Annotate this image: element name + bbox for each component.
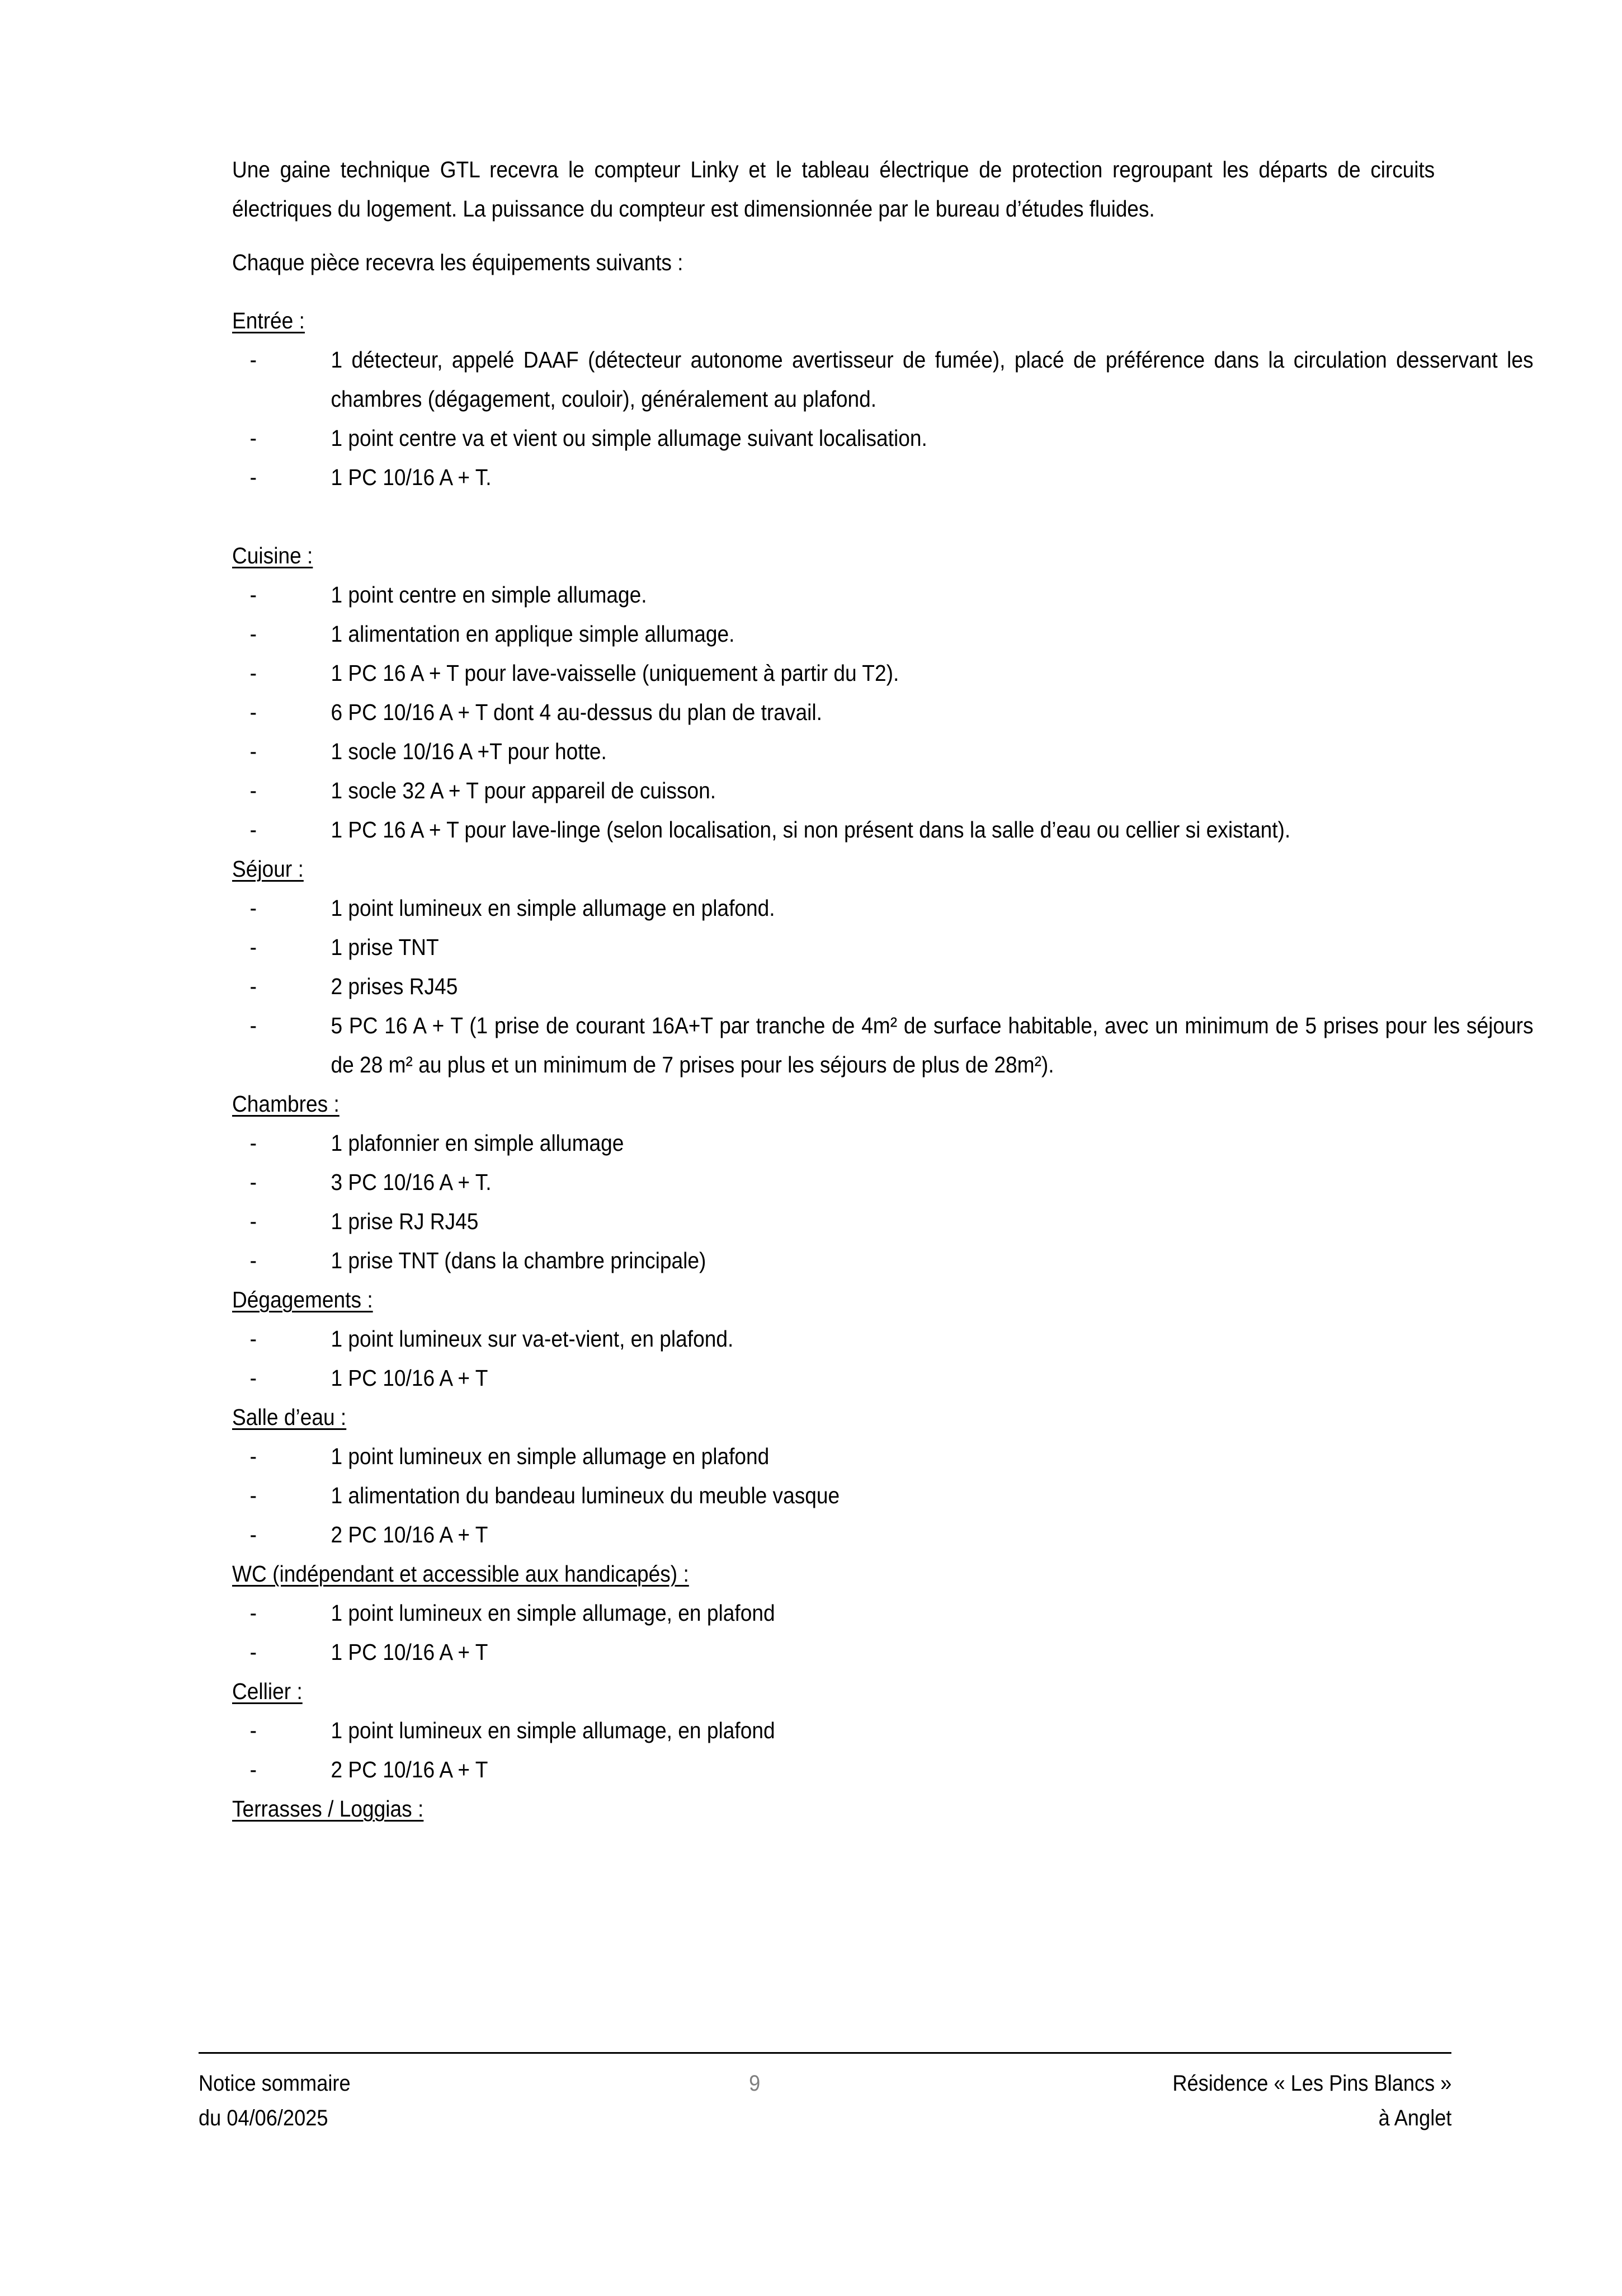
- list-item: - 1 prise RJ RJ45: [232, 1202, 1534, 1241]
- section-heading-terrasses-loggias: [232, 1789, 1435, 1828]
- list-item: - 1 point lumineux en simple allumage, en plafond: [232, 1593, 1534, 1632]
- section-heading-cellier: [232, 1672, 1435, 1711]
- section-heading-degagements: [232, 1280, 1435, 1319]
- list-item: - 1 point centre en simple allumage.: [232, 575, 1534, 614]
- footer-right-line2: à Anglet: [1378, 2106, 1451, 2130]
- footer-left: [199, 2066, 351, 2135]
- section-heading-sejour-label: Séjour :: [232, 856, 304, 882]
- list-item: - 1 prise TNT (dans la chambre principale): [232, 1241, 1534, 1280]
- section-heading-degagements-label: Dégagements :: [232, 1287, 373, 1312]
- section-list-sejour: [232, 888, 1534, 1084]
- section-list-entree: [232, 340, 1534, 497]
- section-heading-cuisine: [232, 536, 1435, 575]
- intro-paragraph: Une gaine technique GTL recevra le compteur Linky et le tableau électrique de protection regroupant les départs de circuits électriques du logement. La puissance du compteur est dimensionnée par le bureau d’études fluides.: [232, 157, 1435, 222]
- section-list-degagements: [232, 1319, 1435, 1398]
- list-item: - 1 point lumineux en simple allumage, en plafond: [232, 1711, 1534, 1750]
- blank-line: [232, 497, 1435, 536]
- section-list-salle-deau: [232, 1437, 1435, 1554]
- section-heading-entree: [232, 301, 1435, 340]
- list-item: - 3 PC 10/16 A + T.: [232, 1163, 1534, 1202]
- list-item: - 1 PC 10/16 A + T: [232, 1358, 1534, 1398]
- list-item: - 1 PC 10/16 A + T: [232, 1632, 1534, 1672]
- section-heading-wc: [232, 1554, 1435, 1593]
- list-item: - 1 PC 16 A + T pour lave-linge (selon localisation, si non présent dans la salle d’eau ou cellier si existant).: [232, 810, 1534, 849]
- list-item: - 1 socle 10/16 A +T pour hotte.: [232, 732, 1534, 771]
- document-body: [232, 150, 1534, 1828]
- footer-left-line1: Notice sommaire: [199, 2071, 351, 2096]
- footer-right: [1172, 2066, 1451, 2135]
- section-heading-cellier-label: Cellier :: [232, 1678, 303, 1704]
- section-heading-salle-deau: [232, 1398, 1435, 1437]
- list-item: - 1 point lumineux en simple allumage en plafond.: [232, 888, 1534, 928]
- list-item: - 2 prises RJ45: [232, 967, 1534, 1006]
- list-item: - 1 point lumineux sur va-et-vient, en plafond.: [232, 1319, 1534, 1358]
- list-item: - 1 détecteur, appelé DAAF (détecteur autonome avertisseur de fumée), placé de préférence dans la circulation desservant les chambres (dégagement, couloir), généralement au plafond.: [232, 340, 1534, 418]
- list-item: - 1 PC 16 A + T pour lave-vaisselle (uniquement à partir du T2).: [232, 653, 1534, 693]
- section-heading-chambres: [232, 1084, 1435, 1123]
- footer-right-line1: Résidence « Les Pins Blancs »: [1172, 2071, 1451, 2096]
- footer-left-line2: du 04/06/2025: [199, 2106, 328, 2130]
- list-item: - 1 prise TNT: [232, 928, 1534, 967]
- list-item: - 1 alimentation en applique simple allumage.: [232, 614, 1534, 653]
- list-item: - 2 PC 10/16 A + T: [232, 1515, 1534, 1554]
- footer-page-number: 9: [749, 2071, 761, 2096]
- section-heading-cuisine-label: Cuisine :: [232, 543, 313, 568]
- list-item: - 1 point lumineux en simple allumage en plafond: [232, 1437, 1534, 1476]
- page-footer: [199, 2052, 1451, 2135]
- section-list-chambres: [232, 1123, 1435, 1280]
- section-heading-sejour: [232, 849, 1435, 888]
- section-heading-salle-deau-label: Salle d’eau :: [232, 1404, 347, 1430]
- list-item: - 1 alimentation du bandeau lumineux du meuble vasque: [232, 1476, 1534, 1515]
- section-heading-entree-label: Entrée :: [232, 308, 305, 333]
- footer-row: [199, 2066, 1451, 2135]
- section-list-wc: [232, 1593, 1435, 1672]
- list-item: - 1 PC 10/16 A + T.: [232, 458, 1534, 497]
- list-item: - 1 socle 32 A + T pour appareil de cuisson.: [232, 771, 1534, 810]
- section-heading-chambres-label: Chambres :: [232, 1091, 340, 1117]
- section-list-cellier: [232, 1711, 1435, 1789]
- list-item: - 2 PC 10/16 A + T: [232, 1750, 1534, 1789]
- lead-in-paragraph: Chaque pièce recevra les équipements suivants :: [232, 250, 683, 275]
- section-heading-terrasses-loggias-label: Terrasses / Loggias :: [232, 1796, 424, 1822]
- section-heading-wc-label: WC (indépendant et accessible aux handicapés) :: [232, 1561, 689, 1587]
- section-list-cuisine: [232, 575, 1435, 849]
- list-item: - 5 PC 16 A + T (1 prise de courant 16A+T par tranche de 4m² de surface habitable, avec un minimum de 5 prises pour les séjours de 28 m² au plus et un minimum de 7 prises pour les séjours de plus de 28m²).: [232, 1006, 1534, 1084]
- footer-separator: [199, 2052, 1451, 2054]
- list-item: - 1 plafonnier en simple allumage: [232, 1123, 1534, 1163]
- list-item: - 6 PC 10/16 A + T dont 4 au-dessus du plan de travail.: [232, 693, 1534, 732]
- list-item: - 1 point centre va et vient ou simple allumage suivant localisation.: [232, 418, 1534, 458]
